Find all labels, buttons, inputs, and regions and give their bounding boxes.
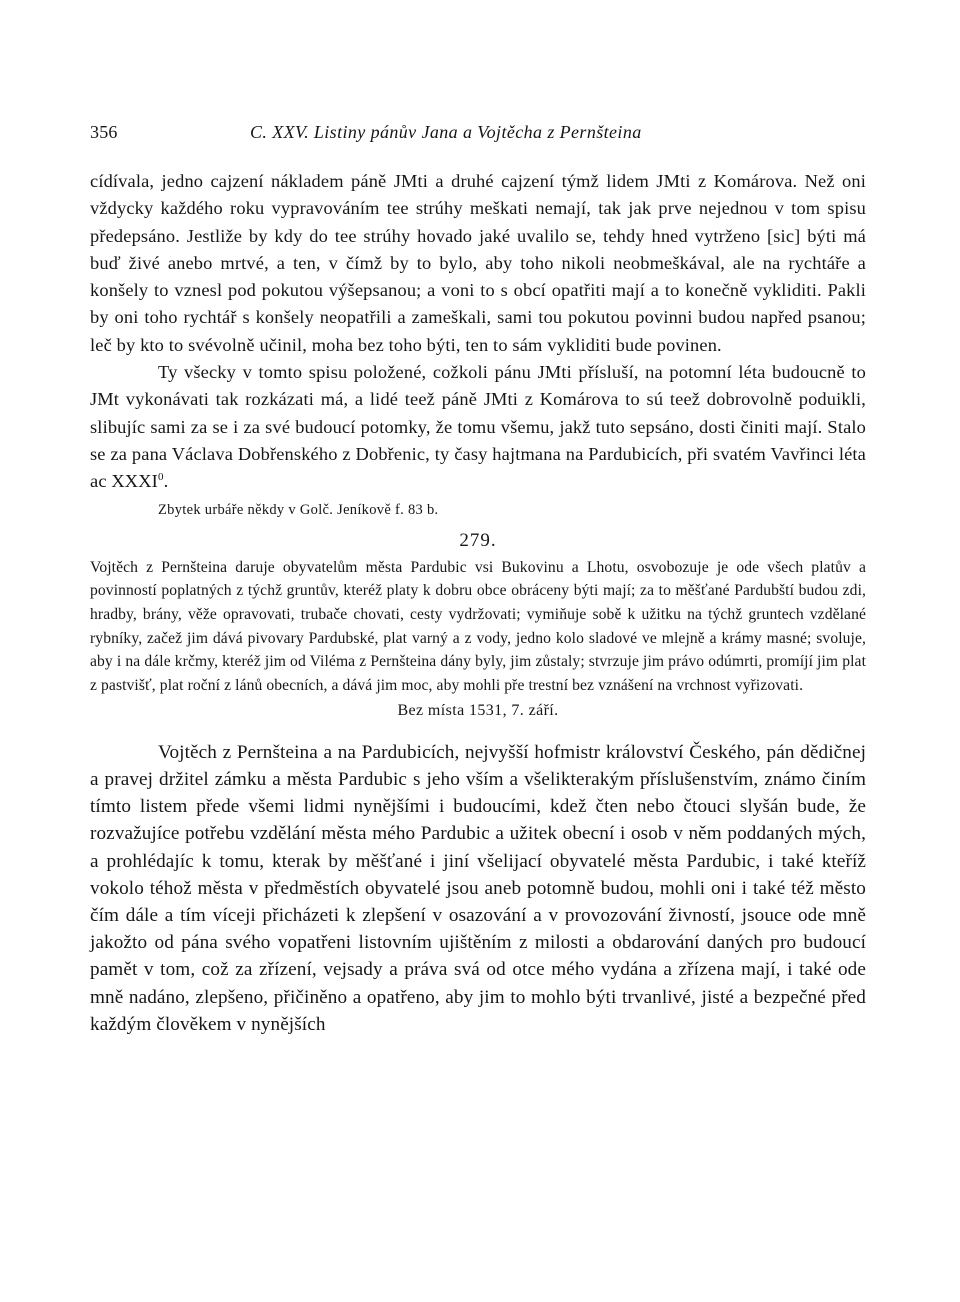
document-text	[90, 739, 866, 1038]
continuation-text	[90, 168, 866, 496]
paragraph: cídívala, jedno cajzení nákladem páně JMti a druhé cajzení týmž lidem JMti z Komárova. Než oni vždycky každého roku vypravováním tee strúhy meškati nemají, tak jak prve nejednou v tom spisu předepsáno. Jestliže by kdy do tee strúhy hovado jaké uvalilo se, tehdy hned vytrženo [sic] býti má buď živé anebo mrtvé, a ten, v čímž by to bylo, aby toho nikoli neobmeškával, ale na rychtáře a konšely to vznesl pod pokutou výšepsanou; a voni to s obcí opatřiti mají a to konečně vykliditi. Pakli by oni toho rychtář s konšely neopatřili a zameškali, sami tou pokutou povinni budou napřed psanou; leč by kto to svévolně učinil, moha bez toho býti, ten to sám vykliditi bude povinen.	[90, 171, 866, 355]
regest	[90, 556, 866, 723]
paragraph-text: Ty všecky v tomto spisu položené, cožkoli pánu JMti přísluší, na potomní léta budoucně to JMt vykonávati tak rozkázati má, a lidé teež páně JMti z Komárova to sú teež dobrovolně poduikli, slibujíc sami za se i za své budoucí potomky, že tomu všemu, jakž tuto sepsáno, dosti činiti mají. Stalo se za pana Václava Dobřenského z Dobřenic, ty časy hajtmana na Pardubicích, při svatém Vavřinci léta ac XXXI	[90, 362, 866, 492]
superscript: 0	[157, 471, 164, 484]
running-title: C. XXV. Listiny pánův Jana a Vojtěcha z Pernšteina	[250, 122, 642, 142]
page-header	[90, 122, 866, 152]
regest-text: Vojtěch z Pernšteina daruje obyvatelům města Pardubic vsi Bukovinu a Lhotu, osvobozuje je ode všech platův a povinností poplatných z týchž gruntův, kteréž platy k dobru obce obráceny býti mají; za to měšťané Pardubští budou zdi, hradby, brány, věže opravovati, trubače chovati, cesty vydržovati; vymiňuje sobě k užitku na týchž gruntech vzdělané rybníky, začež jim dává pivovary Pardubské, plat varný a z vody, jedno kolo sladové ve mlejně a krámy masné; svoluje, aby i na dále krčmy, kteréž jim od Viléma z Pernšteina dány byly, jim zůstaly; stvrzuje jim právo odúmrti, promíjí jim plat z pastvišť, plat roční z lánů obecních, a dává jim moc, aby mohli pře trestní bez vznášení na vrchnost vyřizovati.	[90, 558, 866, 695]
paragraph: Vojtěch z Pernšteina a na Pardubicích, nejvyšší hofmistr království Českého, pán dědičnej a pravej držitel zámku a města Pardubic s jeho vším a všelikterakým příslušenstvím, známo činím tímto listem přede všemi lidmi nynějšími i budoucími, kdež čten nebo čtouci slyšán bude, že rozvažujíce potřebu vzdělání města mého Pardubic a užitek obecní i osob v něm poddaných mých, a prohlédajíc k tomu, kterak by měšťané i jiní všelijací obyvatelé města Pardubic, i také kteříž vokolo téhož města v předměstích obyvatelé jsou aneb potomně budou, mohli oni i také též město čím dále a tím víceji přicházeti k zlepšení v osazování a v provozování živností, jsouce ode mně jakožto od pána svého vopatřeni listovním ujištěním z milosti a obdarování daných pro budoucí pamět v tom, což za zřízení, vejsady a práva svá od otce mého vydána a zřízena mají, i také ode mně nadáno, zlepšeno, přičiněno a opatřeno, aby jim to mohlo býti trvanlivé, jisté a bezpečné před každým člověkem v nynějších	[90, 741, 866, 1035]
paragraph	[90, 359, 866, 495]
page-number: 356	[90, 122, 118, 142]
book-page	[90, 122, 866, 1038]
document-number: 279.	[459, 529, 497, 551]
paragraph-end: .	[163, 471, 169, 492]
source-note: Zbytek urbáře někdy v Golč. Jeníkově f. 83 b.	[158, 501, 439, 518]
regest-date: Bez místa 1531, 7. září.	[397, 701, 559, 719]
